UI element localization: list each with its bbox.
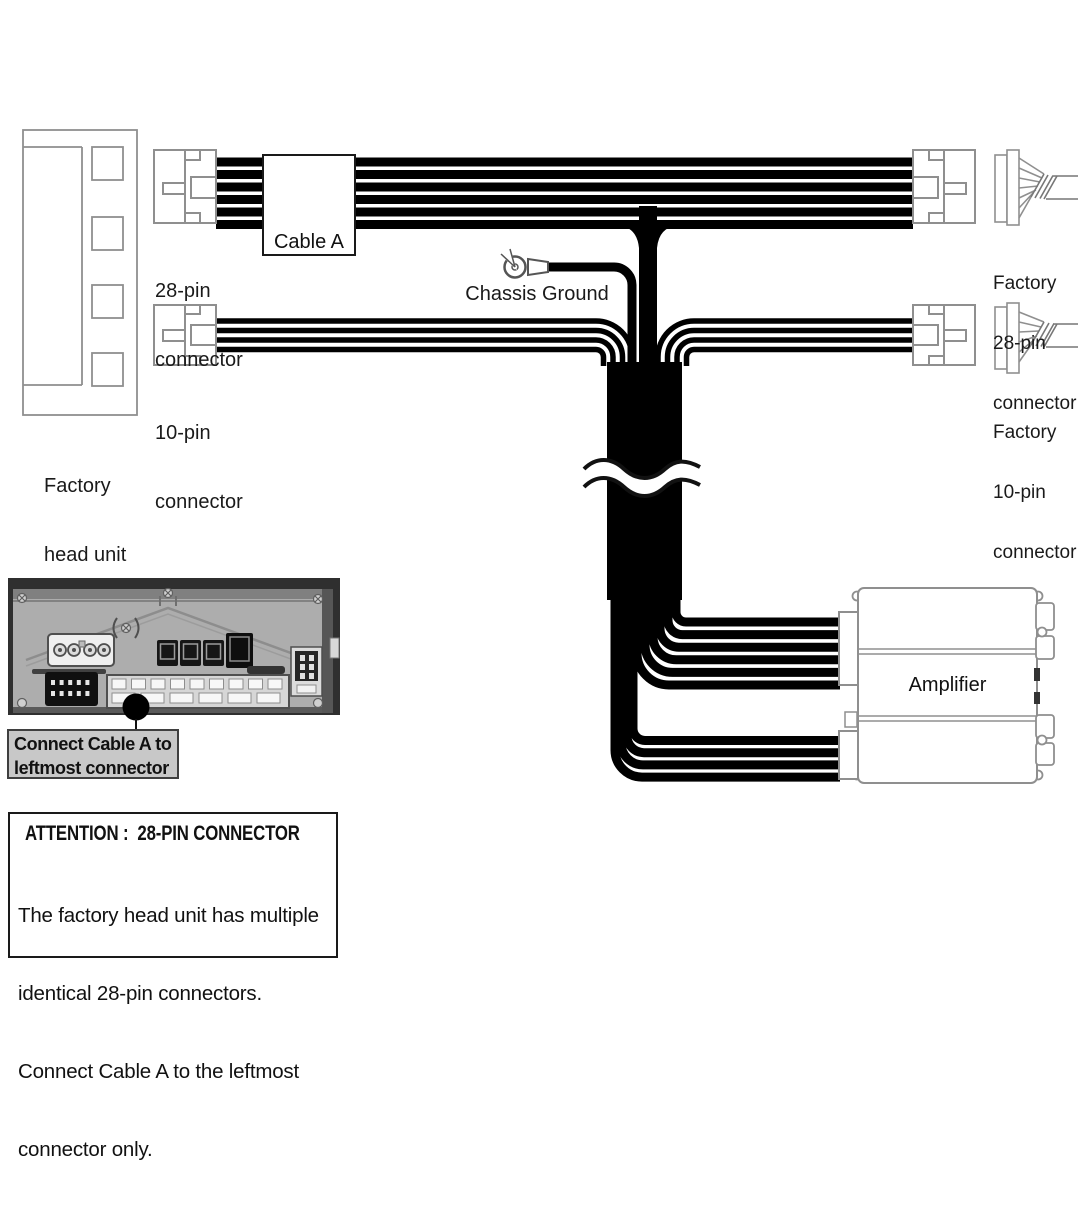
ring-terminal-icon — [500, 248, 548, 278]
right-10pin-plug — [913, 305, 975, 365]
black-12pin-connector — [45, 672, 98, 706]
cable-a-label: Cable A — [273, 231, 345, 253]
side-tab — [330, 638, 339, 658]
amp-right-jacks — [1036, 603, 1054, 765]
factory-head-unit-outline — [23, 130, 137, 415]
factory-10pin-label: Factory 10-pin connector — [993, 422, 1077, 563]
left-28pin-plug — [154, 150, 216, 223]
callout-box: Connect Cable A to leftmost connector — [7, 729, 179, 779]
attention-body: The factory head unit has multiple identical 28-pin connectors. Connect Cable A to the leftmost connector only. — [18, 904, 319, 1161]
left-28pin-label: 28-pin connector — [155, 280, 243, 371]
left-10pin-label: 10-pin connector — [155, 422, 243, 513]
right-28pin-plug — [913, 150, 975, 223]
factory-head-unit-label: Factory head unit — [44, 475, 127, 566]
power-connector — [48, 634, 114, 666]
attention-box — [8, 812, 338, 1161]
chassis-ground-label: Chassis Ground — [465, 283, 609, 305]
leftmost-connector-dot — [123, 694, 150, 721]
amp-left-input-connector — [839, 612, 858, 685]
factory-28pin-connector-icon — [995, 150, 1078, 225]
amp-left-input-connector — [839, 731, 858, 779]
amp-upper-wire-group — [637, 555, 840, 685]
amplifier-label: Amplifier — [908, 674, 987, 696]
factory-28pin-label: Factory 28-pin connector — [993, 273, 1077, 414]
amp-left-small-tab — [845, 712, 857, 727]
attention-title-row — [18, 820, 328, 848]
attention-title: ATTENTION : 28-PIN CONNECTOR — [25, 822, 300, 845]
head-unit-rear-image — [8, 578, 340, 730]
ten-pin-wire-bundle — [216, 321, 913, 366]
small-right-connector — [291, 647, 322, 696]
